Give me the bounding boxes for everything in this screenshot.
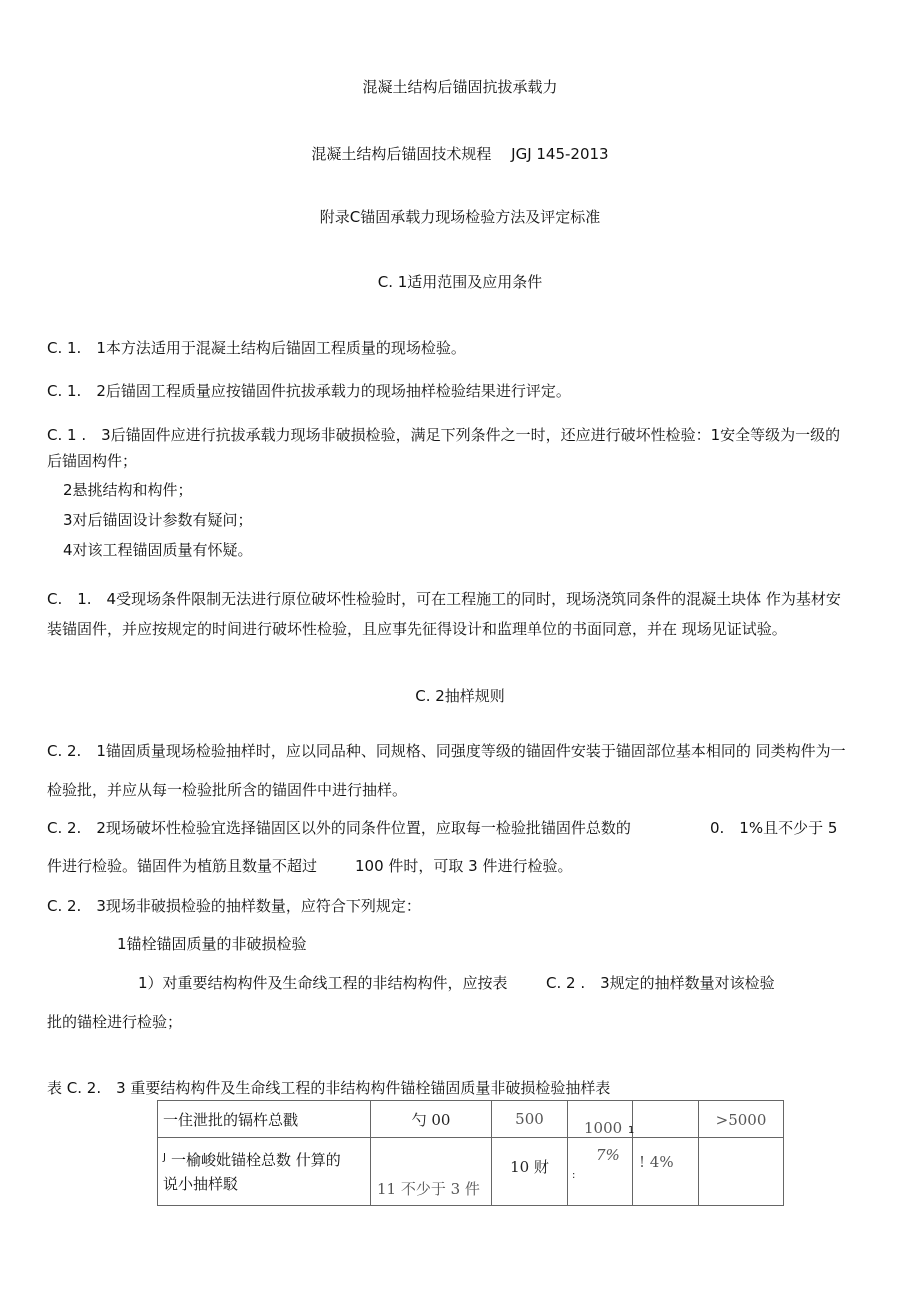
- clause-c2-1-line2: 检验批，并应从每一检验批所含的锚固件中进行抽样。: [47, 781, 408, 799]
- clause-c2-3: C. 2. 3现场非破损检验的抽样数量，应符合下列规定：: [47, 897, 421, 915]
- row2-header-line2: 说小抽样駁: [163, 1174, 239, 1193]
- sampling-table: [157, 1100, 784, 1206]
- row2-header-line1: 一榆峻妣锚栓总数 什算的: [171, 1150, 341, 1169]
- appendix-heading: 附录C锚固承载力现场检验方法及评定标准: [319, 208, 601, 226]
- clause-c2-3-item1: 1锚栓锚固质量的非破损检验: [117, 935, 307, 953]
- row2-col1: 11 不少于 3 件: [377, 1180, 480, 1198]
- table-cell: [633, 1138, 699, 1206]
- row2-col3: 7%: [596, 1146, 620, 1164]
- table-cell: [568, 1101, 633, 1138]
- row1-col5: >5000: [715, 1110, 767, 1129]
- standard-reference: 混凝土结构后锚固技术规程 JGJ 145-2013: [311, 145, 609, 163]
- table-header-cell: [158, 1138, 371, 1206]
- table-cell: [699, 1138, 784, 1206]
- row2-col3-mark: :: [572, 1170, 576, 1181]
- table-cell: [568, 1138, 633, 1206]
- clause-c2-3-sub1: 1）对重要结构构件及生命线工程的非结构构件，应按表: [138, 974, 508, 992]
- table-cell: [371, 1101, 492, 1138]
- clause-c1-3-item3: 3对后锚固设计参数有疑问；: [63, 511, 253, 529]
- row2-col2: 10 财: [510, 1158, 549, 1176]
- document-title: 混凝土结构后锚固抗拔承载力: [362, 78, 558, 96]
- clause-c1-4-line2: 装锚固件，并应按规定的时间进行破坏性检验，且应事先征得设计和监理单位的书面同意，并在 现场见证试验。: [47, 620, 787, 638]
- table-cell: [371, 1138, 492, 1206]
- table-row: [158, 1101, 784, 1138]
- section-c2-heading: C. 2抽样规则: [415, 687, 505, 705]
- row1-col2: 500: [515, 1110, 544, 1128]
- row2-col4: ! 4%: [639, 1153, 674, 1171]
- row2-header-mark: J: [163, 1151, 166, 1163]
- clause-c1-3-item2: 2悬挑结构和构件；: [63, 481, 193, 499]
- table-caption: 表 C. 2. 3 重要结构构件及生命线工程的非结构构件锚栓锚固质量非破损检验抽样表: [47, 1079, 611, 1097]
- table-header-cell: [158, 1101, 371, 1138]
- table-cell: [699, 1101, 784, 1138]
- row1-col1: 勺 00: [411, 1110, 451, 1129]
- row1-col3: 1000: [584, 1119, 623, 1137]
- section-c1-heading: C. 1适用范围及应用条件: [377, 273, 543, 291]
- clause-c1-4-line1: C. 1. 4受现场条件限制无法进行原位破坏性检验时，可在工程施工的同时，现场浇筑同条件的混凝土块体 作为基材安: [47, 590, 841, 608]
- clause-c1-3-item4: 4对该工程锚固质量有怀疑。: [63, 541, 253, 559]
- clause-c2-2-count: 100 件时，可取 3 件进行检验。: [355, 857, 573, 875]
- clause-c2-2-ratio: 0. 1%且不少于 5: [710, 819, 838, 837]
- table-row: [158, 1138, 784, 1206]
- clause-c2-1-line1: C. 2. 1锚固质量现场检验抽样时，应以同品种、同规格、同强度等级的锚固件安装于锚固部位基本相同的 同类构件为一: [47, 742, 846, 760]
- table-cell: [492, 1138, 568, 1206]
- clause-c2-2-line2: 件进行检验。锚固件为植筋且数量不超过: [47, 857, 318, 875]
- row1-header: 一住泄批的镉杵总戳: [163, 1110, 299, 1129]
- clause-c1-1: C. 1. 1本方法适用于混凝土结构后锚固工程质量的现场检验。: [47, 339, 466, 357]
- clause-c1-3-line2: 后锚固构件；: [47, 452, 138, 470]
- clause-c2-3-table-ref: C. 2 . 3规定的抽样数量对该检验: [546, 974, 775, 992]
- clause-c2-2-line1: C. 2. 2现场破坏性检验宜选择锚固区以外的同条件位置，应取每一检验批锚固件总数的: [47, 819, 631, 837]
- row1-col3-mark: 1: [628, 1125, 635, 1136]
- clause-c1-2: C. 1. 2后锚固工程质量应按锚固件抗拔承载力的现场抽样检验结果进行评定。: [47, 382, 571, 400]
- clause-c1-3-line1: C. 1 . 3后锚固件应进行抗拔承载力现场非破损检验，满足下列条件之一时，还应进行破坏性检验：1安全等级为一级的: [47, 426, 841, 444]
- table-cell: [633, 1101, 699, 1138]
- clause-c2-3-sub1-cont: 批的锚栓进行检验；: [47, 1013, 183, 1031]
- table-cell: [492, 1101, 568, 1138]
